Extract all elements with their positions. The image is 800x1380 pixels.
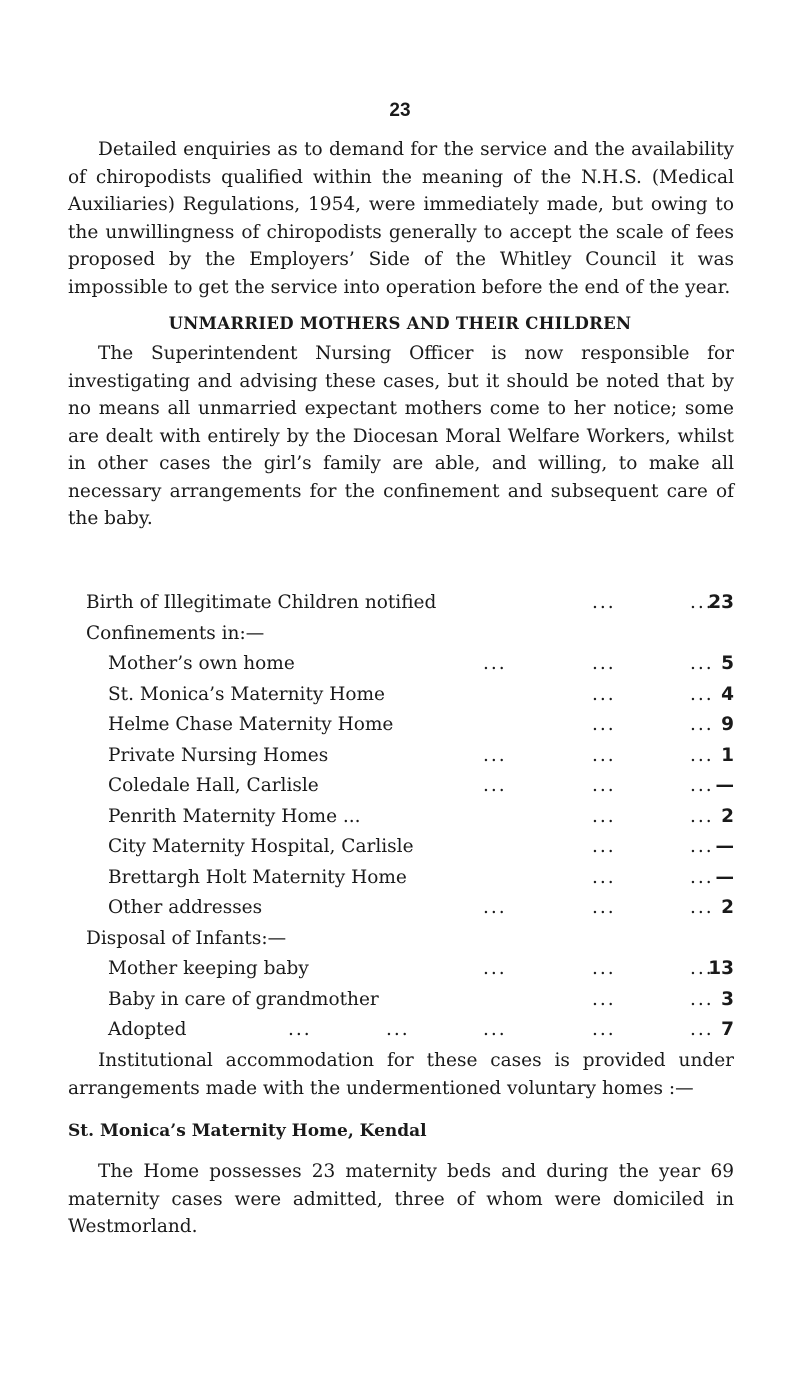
leader-dots: ... [690, 592, 714, 613]
stat-row [68, 771, 734, 802]
stat-label: Other addresses [108, 897, 263, 918]
leader-dots: ... [690, 653, 714, 674]
stat-value: 9 [721, 714, 734, 735]
leader-dots: ... [483, 653, 507, 674]
leader-dots: ... [592, 805, 616, 827]
group-title-confinements: Confinements in:— [86, 622, 265, 644]
paragraph-unmarried: The Superintendent Nursing Officer is now responsible for investigating and advising these cases, but it should be noted that by no means all unmarried expectant mothers come to her notice; some are dealt with entirely by the Diocesan Moral Welfare Workers, whilst in other cases the girl’s family are able, and willing, to make all necessary arrangements for the confinement and subsequent care of the baby. [68, 343, 734, 529]
leader-dots: ... [592, 592, 616, 613]
stat-label: St. Monica’s Maternity Home [108, 683, 385, 705]
stat-value: 7 [721, 1019, 734, 1040]
stat-row [68, 954, 734, 985]
leader-dots: ... [690, 744, 714, 766]
leader-dots: ... [690, 805, 714, 827]
paragraph-chiropody: Detailed enquiries as to demand for the service and the availability of chiropodists qualified within the meaning of the N.H.S. (Medical Auxiliaries) Regulations, 1954, were immediately made, but owing to the unwillingness of chiropodists generally to accept the scale of fees proposed by the Employers’ Side of the Whitley Council it was impossible to get the service into operation before the end of the year. [68, 139, 734, 298]
leader-dots: ... [483, 1019, 507, 1040]
subheading-st-monicas: St. Monica’s Maternity Home, Kendal [68, 1121, 427, 1141]
stat-value: 2 [721, 897, 734, 918]
stat-value: — [715, 775, 734, 796]
leader-dots: ... [592, 897, 616, 918]
stat-row [68, 680, 734, 711]
paragraph-institutional: Institutional accommodation for these cases is provided under arrangements made with the undermentioned voluntary homes :— [68, 1050, 734, 1099]
leader-dots: ... [690, 683, 714, 705]
leader-dots: ... [690, 897, 714, 918]
leader-dots: ... [592, 1019, 616, 1040]
stat-value: — [715, 866, 734, 888]
stat-label: Birth of Illegitimate Children notified [86, 592, 437, 613]
leader-dots: ... [592, 714, 616, 735]
leader-dots: ... [592, 683, 616, 705]
section-heading: UNMARRIED MOTHERS AND THEIR CHILDREN [168, 314, 632, 333]
paragraph-st-monicas: The Home possesses 23 maternity beds and during the year 69 maternity cases were admitted, three of whom were domiciled in Westmorland. [68, 1161, 734, 1237]
stat-value: 23 [708, 592, 734, 613]
stat-label: Brettargh Holt Maternity Home [108, 866, 407, 888]
stat-value: 4 [721, 683, 734, 705]
stat-value: 5 [721, 653, 734, 674]
leader-dots: ... [690, 866, 714, 888]
leader-dots: ... [690, 714, 714, 735]
leader-dots: ... [690, 988, 714, 1010]
leader-dots: ... [690, 1019, 714, 1040]
leader-dots: ... [483, 744, 507, 766]
stat-row [68, 985, 734, 1016]
group-title-disposal: Disposal of Infants:— [86, 927, 287, 949]
leader-dots: ... [690, 958, 714, 979]
leader-dots: ... [592, 988, 616, 1010]
leader-dots: ... [592, 744, 616, 766]
leader-dots: ... [690, 775, 714, 796]
stat-label: Mother keeping baby [108, 958, 309, 979]
stat-row [68, 1015, 734, 1046]
leader-dots: ... [592, 866, 616, 888]
leader-dots: ... [592, 836, 616, 857]
stat-row [68, 893, 734, 924]
page-number: 23 [389, 100, 411, 121]
stat-label: City Maternity Hospital, Carlisle [108, 836, 414, 857]
stat-value: 13 [708, 958, 734, 979]
leader-dots: ... [690, 836, 714, 857]
leader-dots: ... [592, 653, 616, 674]
stat-label: Private Nursing Homes [108, 744, 329, 766]
stat-label: Mother’s own home [108, 653, 295, 674]
stat-label: Helme Chase Maternity Home [108, 714, 394, 735]
leader-dots: ... [288, 1019, 312, 1040]
stat-label: Penrith Maternity Home ... [108, 805, 361, 827]
leader-dots: ... [386, 1019, 410, 1040]
leader-dots: ... [483, 958, 507, 979]
leader-dots: ... [483, 897, 507, 918]
stat-row [68, 802, 734, 833]
leader-dots: ... [592, 775, 616, 796]
leader-dots: ... [592, 958, 616, 979]
leader-dots: ... [483, 775, 507, 796]
stat-row [68, 710, 734, 741]
stat-label: Coledale Hall, Carlisle [108, 775, 319, 796]
stat-row [68, 863, 734, 894]
stat-row [68, 741, 734, 772]
stat-row [68, 832, 734, 863]
stat-value: — [715, 836, 734, 857]
statistics-list [68, 588, 734, 1046]
stat-row-births [68, 588, 734, 619]
stat-label: Adopted [108, 1019, 187, 1040]
stat-label: Baby in care of grandmother [108, 988, 379, 1010]
stat-value: 2 [721, 805, 734, 827]
stat-row [68, 649, 734, 680]
stat-value: 1 [721, 744, 734, 766]
stat-value: 3 [721, 988, 734, 1010]
